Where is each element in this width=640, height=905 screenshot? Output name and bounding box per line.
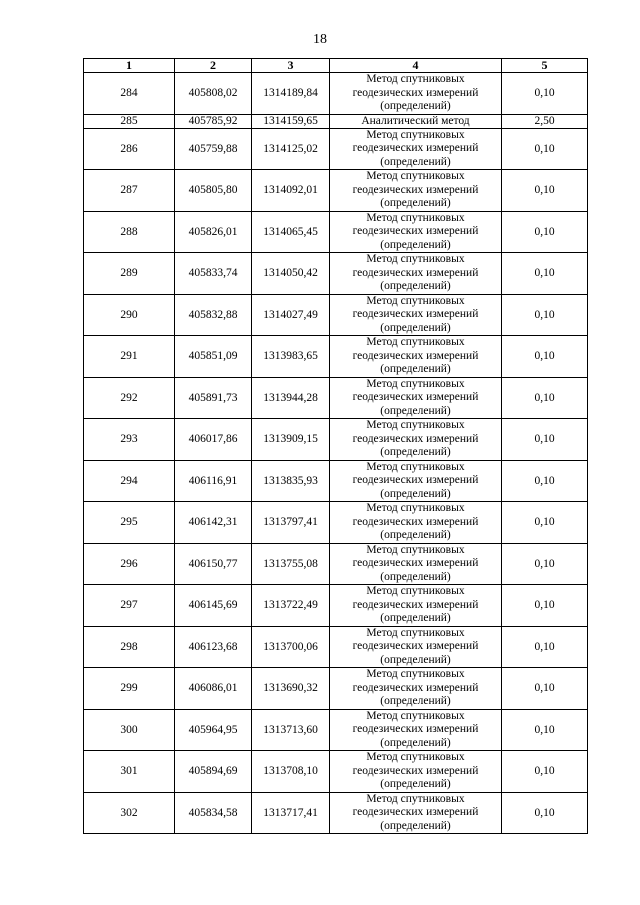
header-col-5: 5	[502, 59, 588, 73]
point-number-cell: 291	[84, 336, 175, 378]
table-row	[84, 377, 588, 419]
point-number-cell: 294	[84, 460, 175, 502]
y-coordinate-cell: 1314159,65	[252, 114, 330, 128]
table-row	[84, 253, 588, 295]
point-number-cell: 284	[84, 73, 175, 115]
accuracy-cell: 0,10	[502, 460, 588, 502]
accuracy-cell: 0,10	[502, 419, 588, 461]
method-cell: Метод спутниковых геодезических измерений (определений)	[330, 377, 502, 419]
accuracy-cell: 0,10	[502, 336, 588, 378]
method-cell: Метод спутниковых геодезических измерений (определений)	[330, 543, 502, 585]
point-number-cell: 289	[84, 253, 175, 295]
accuracy-cell: 0,10	[502, 668, 588, 710]
accuracy-cell: 0,10	[502, 73, 588, 115]
table-row	[84, 751, 588, 793]
accuracy-cell: 0,10	[502, 709, 588, 751]
table-row	[84, 73, 588, 115]
x-coordinate-cell: 406150,77	[175, 543, 252, 585]
method-cell: Метод спутниковых геодезических измерений (определений)	[330, 294, 502, 336]
method-cell: Метод спутниковых геодезических измерений (определений)	[330, 751, 502, 793]
x-coordinate-cell: 405805,80	[175, 170, 252, 212]
table-row	[84, 502, 588, 544]
accuracy-cell: 0,10	[502, 253, 588, 295]
x-coordinate-cell: 405759,88	[175, 128, 252, 170]
y-coordinate-cell: 1313944,28	[252, 377, 330, 419]
y-coordinate-cell: 1314092,01	[252, 170, 330, 212]
y-coordinate-cell: 1314027,49	[252, 294, 330, 336]
method-cell: Метод спутниковых геодезических измерений (определений)	[330, 792, 502, 834]
point-number-cell: 286	[84, 128, 175, 170]
y-coordinate-cell: 1313708,10	[252, 751, 330, 793]
accuracy-cell: 0,10	[502, 294, 588, 336]
accuracy-cell: 2,50	[502, 114, 588, 128]
coordinates-table	[83, 58, 588, 834]
point-number-cell: 299	[84, 668, 175, 710]
accuracy-cell: 0,10	[502, 502, 588, 544]
table-row	[84, 114, 588, 128]
x-coordinate-cell: 405964,95	[175, 709, 252, 751]
table-row	[84, 211, 588, 253]
point-number-cell: 301	[84, 751, 175, 793]
method-cell: Метод спутниковых геодезических измерений (определений)	[330, 253, 502, 295]
table-row	[84, 128, 588, 170]
y-coordinate-cell: 1313909,15	[252, 419, 330, 461]
method-cell: Метод спутниковых геодезических измерений (определений)	[330, 460, 502, 502]
point-number-cell: 293	[84, 419, 175, 461]
table-row	[84, 626, 588, 668]
accuracy-cell: 0,10	[502, 626, 588, 668]
point-number-cell: 296	[84, 543, 175, 585]
y-coordinate-cell: 1314050,42	[252, 253, 330, 295]
y-coordinate-cell: 1313722,49	[252, 585, 330, 627]
point-number-cell: 288	[84, 211, 175, 253]
header-col-2: 2	[175, 59, 252, 73]
table-row	[84, 792, 588, 834]
y-coordinate-cell: 1313797,41	[252, 502, 330, 544]
x-coordinate-cell: 405833,74	[175, 253, 252, 295]
table-row	[84, 709, 588, 751]
accuracy-cell: 0,10	[502, 792, 588, 834]
point-number-cell: 292	[84, 377, 175, 419]
y-coordinate-cell: 1313717,41	[252, 792, 330, 834]
y-coordinate-cell: 1313690,32	[252, 668, 330, 710]
method-cell: Метод спутниковых геодезических измерений (определений)	[330, 211, 502, 253]
table-body	[84, 73, 588, 834]
y-coordinate-cell: 1314065,45	[252, 211, 330, 253]
y-coordinate-cell: 1314189,84	[252, 73, 330, 115]
point-number-cell: 287	[84, 170, 175, 212]
method-cell: Метод спутниковых геодезических измерений (определений)	[330, 170, 502, 212]
point-number-cell: 295	[84, 502, 175, 544]
header-col-3: 3	[252, 59, 330, 73]
x-coordinate-cell: 406017,86	[175, 419, 252, 461]
accuracy-cell: 0,10	[502, 543, 588, 585]
method-cell: Аналитический метод	[330, 114, 502, 128]
point-number-cell: 285	[84, 114, 175, 128]
y-coordinate-cell: 1313700,06	[252, 626, 330, 668]
accuracy-cell: 0,10	[502, 751, 588, 793]
table-row	[84, 460, 588, 502]
x-coordinate-cell: 405832,88	[175, 294, 252, 336]
x-coordinate-cell: 406145,69	[175, 585, 252, 627]
x-coordinate-cell: 405891,73	[175, 377, 252, 419]
x-coordinate-cell: 406123,68	[175, 626, 252, 668]
table-row	[84, 543, 588, 585]
method-cell: Метод спутниковых геодезических измерений (определений)	[330, 336, 502, 378]
method-cell: Метод спутниковых геодезических измерений (определений)	[330, 668, 502, 710]
method-cell: Метод спутниковых геодезических измерений (определений)	[330, 73, 502, 115]
table-row	[84, 170, 588, 212]
point-number-cell: 300	[84, 709, 175, 751]
point-number-cell: 298	[84, 626, 175, 668]
x-coordinate-cell: 405808,02	[175, 73, 252, 115]
method-cell: Метод спутниковых геодезических измерений (определений)	[330, 709, 502, 751]
table-row	[84, 419, 588, 461]
header-col-4: 4	[330, 59, 502, 73]
point-number-cell: 302	[84, 792, 175, 834]
point-number-cell: 297	[84, 585, 175, 627]
accuracy-cell: 0,10	[502, 128, 588, 170]
method-cell: Метод спутниковых геодезических измерений (определений)	[330, 626, 502, 668]
y-coordinate-cell: 1313755,08	[252, 543, 330, 585]
point-number-cell: 290	[84, 294, 175, 336]
x-coordinate-cell: 405834,58	[175, 792, 252, 834]
table-header-row	[84, 59, 588, 73]
x-coordinate-cell: 405851,09	[175, 336, 252, 378]
method-cell: Метод спутниковых геодезических измерений (определений)	[330, 502, 502, 544]
x-coordinate-cell: 405894,69	[175, 751, 252, 793]
table-row	[84, 336, 588, 378]
accuracy-cell: 0,10	[502, 211, 588, 253]
y-coordinate-cell: 1314125,02	[252, 128, 330, 170]
header-col-1: 1	[84, 59, 175, 73]
y-coordinate-cell: 1313983,65	[252, 336, 330, 378]
accuracy-cell: 0,10	[502, 585, 588, 627]
accuracy-cell: 0,10	[502, 377, 588, 419]
accuracy-cell: 0,10	[502, 170, 588, 212]
method-cell: Метод спутниковых геодезических измерений (определений)	[330, 128, 502, 170]
y-coordinate-cell: 1313713,60	[252, 709, 330, 751]
x-coordinate-cell: 406116,91	[175, 460, 252, 502]
table-row	[84, 294, 588, 336]
page-number: 18	[313, 32, 327, 47]
x-coordinate-cell: 405785,92	[175, 114, 252, 128]
method-cell: Метод спутниковых геодезических измерений (определений)	[330, 419, 502, 461]
x-coordinate-cell: 406142,31	[175, 502, 252, 544]
method-cell: Метод спутниковых геодезических измерений (определений)	[330, 585, 502, 627]
x-coordinate-cell: 406086,01	[175, 668, 252, 710]
x-coordinate-cell: 405826,01	[175, 211, 252, 253]
table-row	[84, 585, 588, 627]
table-row	[84, 668, 588, 710]
y-coordinate-cell: 1313835,93	[252, 460, 330, 502]
